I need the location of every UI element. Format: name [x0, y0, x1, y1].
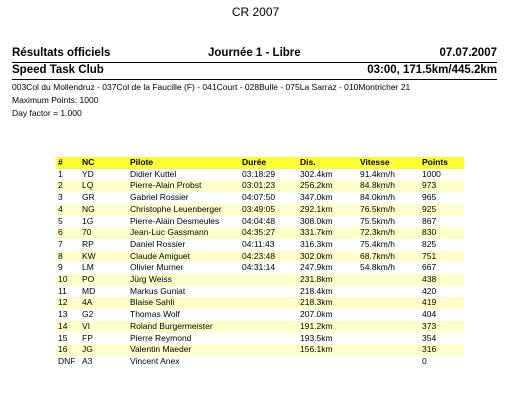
table-cell: 825 [422, 238, 437, 249]
document-title: CR 2007 [231, 5, 280, 19]
table-cell: 04:23:48 [240, 251, 298, 263]
table-cell: VI [80, 321, 128, 333]
table-row [56, 321, 464, 333]
table-cell [240, 274, 298, 286]
results-label: Résultats officiels [12, 47, 111, 59]
table-cell: YD [82, 168, 94, 179]
table-cell: 10 [56, 274, 80, 286]
table-cell: G2 [82, 309, 94, 320]
column-header: Points [420, 157, 464, 169]
table-cell: Claude Amiguet [128, 251, 240, 263]
table-cell: 68.7km/h [358, 251, 420, 263]
table-cell: 218.4km [300, 285, 333, 296]
table-cell: 404 [422, 309, 437, 320]
table-cell: 191.2km [298, 321, 358, 333]
table-row [56, 356, 464, 368]
table-cell: 91.4km/h [360, 168, 395, 179]
table-cell: 3 [58, 192, 63, 203]
results-table [56, 157, 464, 368]
table-cell: FP [82, 332, 93, 343]
table-row [56, 251, 464, 263]
table-cell: Gabriel Rossier [130, 192, 189, 203]
table-cell: 70 [80, 227, 128, 239]
table-cell: 373 [420, 321, 464, 333]
table-cell: 308.0km [300, 215, 333, 226]
table-cell: GR [82, 192, 95, 203]
table-cell: 347.0km [300, 192, 333, 203]
table-cell: 84.8km/h [358, 180, 420, 192]
table-cell: 5 [58, 215, 63, 226]
table-cell: 16 [56, 344, 80, 356]
column-header: Dis. [298, 157, 358, 169]
table-row [56, 274, 464, 286]
table-row [56, 204, 464, 216]
table-cell: 04:11:43 [242, 238, 275, 249]
table-cell [358, 274, 420, 286]
table-cell [358, 286, 420, 298]
header-rule [12, 62, 497, 63]
table-cell: 667 [422, 262, 437, 273]
table-cell [240, 286, 298, 298]
table-cell [240, 356, 298, 368]
table-row [56, 239, 464, 251]
table-cell: 156.1km [298, 344, 358, 356]
column-header: # [56, 157, 80, 169]
table-cell [358, 321, 420, 333]
table-cell: 9 [58, 262, 63, 273]
table-cell: 04:04:48 [242, 215, 276, 226]
table-cell: 14 [56, 321, 80, 333]
table-row [56, 227, 464, 239]
table-cell [298, 356, 358, 368]
table-row [56, 216, 464, 228]
table-cell: Pierre Reymond [130, 332, 192, 343]
table-cell: 292.1km [298, 204, 358, 216]
table-cell: Roland Burgermeister [128, 321, 240, 333]
column-header: Pilote [128, 157, 240, 169]
table-cell: Jürg Weiss [128, 274, 240, 286]
table-row [56, 286, 464, 298]
table-cell: 302.0km [298, 251, 358, 263]
table-cell: Pierre-Alain Desmeules [130, 215, 220, 226]
table-cell: 75.4km/h [360, 238, 395, 249]
table-cell: 03:49:05 [240, 204, 298, 216]
table-cell: LM [82, 262, 94, 273]
table-cell: 2 [56, 180, 80, 192]
table-cell: PO [80, 274, 128, 286]
table-cell: 193.5km [300, 332, 333, 343]
table-cell: 4A [80, 297, 128, 309]
table-cell: 247.9km [300, 262, 333, 273]
table-cell: 302.4km [300, 168, 333, 179]
table-cell: 4 [56, 204, 80, 216]
table-cell: KW [80, 251, 128, 263]
table-cell: 8 [56, 251, 80, 263]
table-cell: 13 [58, 309, 68, 320]
table-cell: 751 [420, 251, 464, 263]
table-cell: 11 [58, 285, 67, 296]
table-header-row [56, 157, 464, 169]
table-cell: Didier Kuttel [130, 168, 177, 179]
table-cell [358, 333, 420, 345]
table-cell: 03:01:23 [240, 180, 298, 192]
table-cell: 830 [420, 227, 464, 239]
table-row [56, 297, 464, 309]
column-header: Durée [240, 157, 298, 169]
club-header [12, 64, 497, 79]
table-cell: Pierre-Alain Probst [128, 180, 240, 192]
table-cell: 207.0km [300, 309, 333, 320]
table-cell: 1G [82, 215, 94, 226]
table-cell: 218.3km [298, 297, 358, 309]
table-cell: 354 [422, 332, 437, 343]
day-label: Journée 1 - Libre [208, 47, 301, 59]
table-cell: NG [80, 204, 128, 216]
column-header: NC [80, 157, 128, 169]
table-cell: 72.3km/h [358, 227, 420, 239]
table-cell: 7 [58, 238, 63, 249]
table-cell: LQ [80, 180, 128, 192]
table-cell [240, 344, 298, 356]
table-cell: 419 [420, 297, 464, 309]
table-cell: JG [80, 344, 128, 356]
table-cell [358, 344, 420, 356]
club-name: Speed Task Club [12, 64, 104, 76]
table-cell: MD [82, 285, 96, 296]
table-cell: 15 [58, 332, 68, 343]
table-row [56, 169, 464, 181]
table-cell: 965 [422, 192, 437, 203]
route-text: 003Col du Mollendruz - 037Col de la Faucille (F) - 041Court - 028Bulle - 075La Sarraz - 010Montricher 21 [12, 82, 411, 92]
table-cell: 867 [422, 215, 437, 226]
club-rule [12, 79, 497, 80]
table-cell: 438 [420, 274, 464, 286]
table-row [56, 180, 464, 192]
table-cell: Olivier Murner [130, 262, 184, 273]
table-cell: 04:07:50 [242, 192, 276, 203]
table-cell: A3 [82, 355, 93, 366]
table-cell: 04:35:27 [240, 227, 298, 239]
table-cell: 1 [58, 168, 63, 179]
table-row [56, 262, 464, 274]
table-cell: Blaise Sahli [128, 297, 240, 309]
table-cell: 256.2km [298, 180, 358, 192]
table-cell: Vincent Anex [130, 355, 180, 366]
table-cell: Thomas Wolf [130, 309, 180, 320]
table-cell: 331.7km [298, 227, 358, 239]
table-cell: Valentin Maeder [128, 344, 240, 356]
table-cell: Jean-Luc Gassmann [128, 227, 240, 239]
task-summary: 03:00, 171.5km/445.2km [367, 64, 497, 76]
table-cell [358, 356, 420, 368]
day-factor-text: Day factor = 1.000 [12, 108, 82, 118]
table-cell: 75.5km/h [360, 215, 395, 226]
table-cell: 973 [420, 180, 464, 192]
date-label: 07.07.2007 [439, 47, 497, 59]
table-row [56, 192, 464, 204]
table-cell: 54.8km/h [360, 262, 395, 273]
table-cell: RP [82, 238, 94, 249]
table-cell [240, 321, 298, 333]
table-cell: DNF [58, 355, 76, 366]
table-cell [240, 333, 298, 345]
table-cell [358, 297, 420, 309]
table-row [56, 309, 464, 321]
table-cell: 6 [56, 227, 80, 239]
table-cell: 04:31:14 [242, 262, 276, 273]
results-header [12, 47, 497, 63]
table-cell: Daniel Rossier [130, 238, 186, 249]
table-cell [240, 309, 298, 321]
table-cell [240, 297, 298, 309]
table-cell: 420 [422, 285, 437, 296]
table-cell: Markus Guniat [130, 285, 186, 296]
table-cell: 12 [56, 297, 80, 309]
table-cell: 1000 [422, 168, 441, 179]
table-cell: 03:18:29 [242, 168, 276, 179]
table-cell [358, 309, 420, 321]
table-cell: Christophe Leuenberger [128, 204, 240, 216]
max-points-text: Maximum Points: 1000 [12, 95, 99, 105]
table-cell: 0 [422, 355, 427, 366]
table-row [56, 344, 464, 356]
table-cell: 84.0km/h [360, 192, 395, 203]
column-header: Vitesse [358, 157, 420, 169]
table-cell: 231.8km [298, 274, 358, 286]
table-cell: 76.5km/h [358, 204, 420, 216]
table-row [56, 333, 464, 345]
table-cell: 316.3km [300, 238, 333, 249]
table-cell: 925 [420, 204, 464, 216]
table-cell: 316 [420, 344, 464, 356]
